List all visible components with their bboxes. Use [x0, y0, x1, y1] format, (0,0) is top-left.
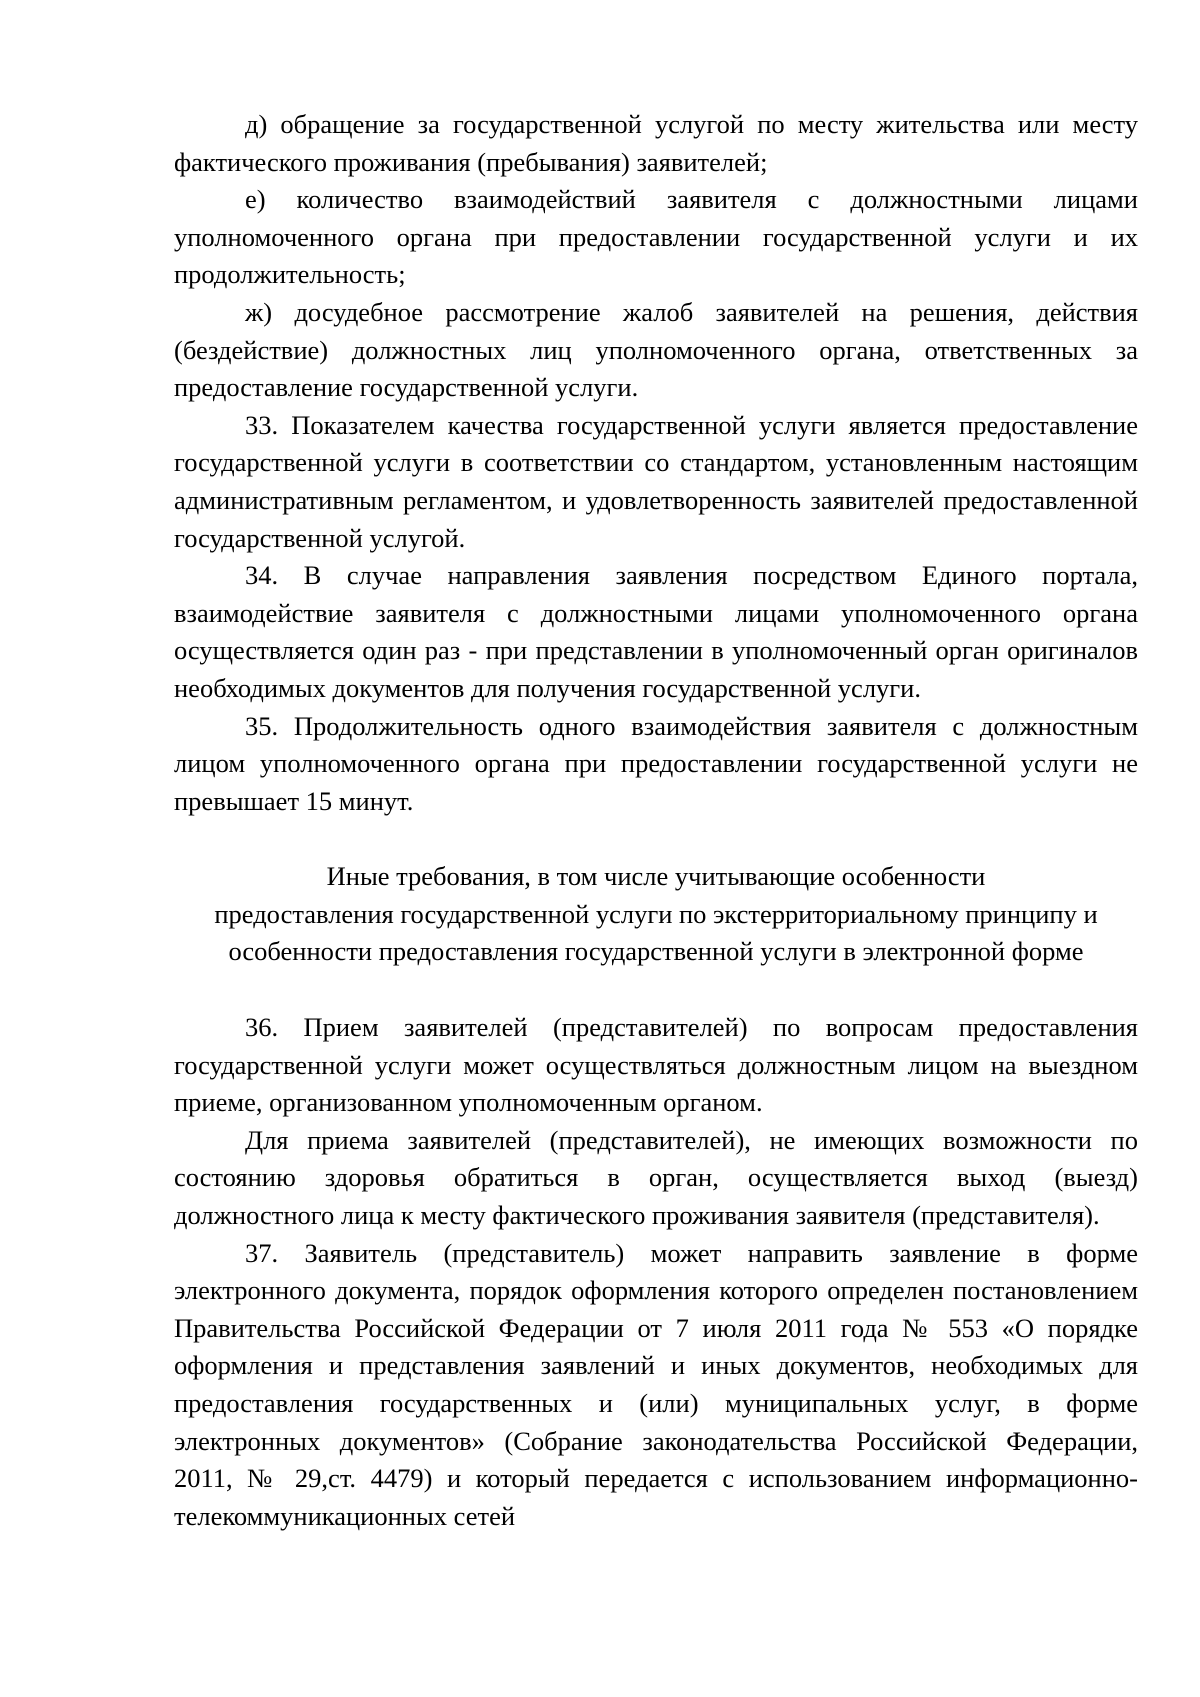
paragraph-36: 36. Прием заявителей (представителей) по вопросам предоставления государственной услуги может осуществляться должностным лицом на выездном приеме, организованном уполномоченным органом.	[174, 1012, 1138, 1118]
paragraph-33: 33. Показателем качества государственной услуги является предоставление государственной услуги в соответствии со стандартом, установленным настоящим административным регламентом, и удовлетворенность заявителей предоставленной государственной услугой.	[174, 409, 1138, 553]
section-heading-line: Иные требования, в том числе учитывающие особенности	[326, 861, 986, 892]
section-heading	[174, 858, 1138, 971]
paragraph-36-reception: Для приема заявителей (представителей), не имеющих возможности по состоянию здоровья обратиться в орган, осуществляется выход (выезд) должностного лица к месту фактического проживания заявителя (представителя).	[174, 1124, 1138, 1231]
section-heading-line: особенности предоставления государственной услуги в электронной форме	[228, 936, 1084, 967]
document-page	[174, 106, 1138, 1535]
paragraph-item-d: д) обращение за государственной услугой по месту жительства или месту фактического проживания (пребывания) заявителей;	[174, 109, 1138, 177]
paragraph-34: 34. В случае направления заявления посредством Единого портала, взаимодействие заявителя с должностными лицами уполномоченного органа осуществляется один раз - при представлении в уполномоченный орган оригиналов необходимых документов для получения государственной услуги.	[174, 560, 1138, 703]
paragraph-37: 37. Заявитель (представитель) может направить заявление в форме электронного документа, порядок оформления которого определен постановлением Правительства Российской Федерации от 7 июля 2011 года № 553 «О порядке оформления и представления заявлений и иных документов, необходимых для предоставления государственных и (или) муниципальных услуг, в форме электронных документов» (Собрание законодательства Российской Федерации, 2011, № 29,ст. 4479) и который передается с использованием информационно-телекоммуникационных сетей	[174, 1237, 1138, 1531]
section-heading-line: предоставления государственной услуги по экстерриториальному принципу и	[214, 898, 1098, 929]
paragraph-item-e: е) количество взаимодействий заявителя с должностными лицами уполномоченного органа при предоставлении государственной услуги и их продолжительность;	[174, 184, 1138, 290]
paragraph-item-zh: ж) досудебное рассмотрение жалоб заявителей на решения, действия (бездействие) должностных лиц уполномоченного органа, ответственных за предоставление государственной услуги.	[174, 296, 1138, 403]
paragraph-35: 35. Продолжительность одного взаимодействия заявителя с должностным лицом уполномоченного органа при предоставлении государственной услуги не превышает 15 минут.	[174, 710, 1138, 816]
